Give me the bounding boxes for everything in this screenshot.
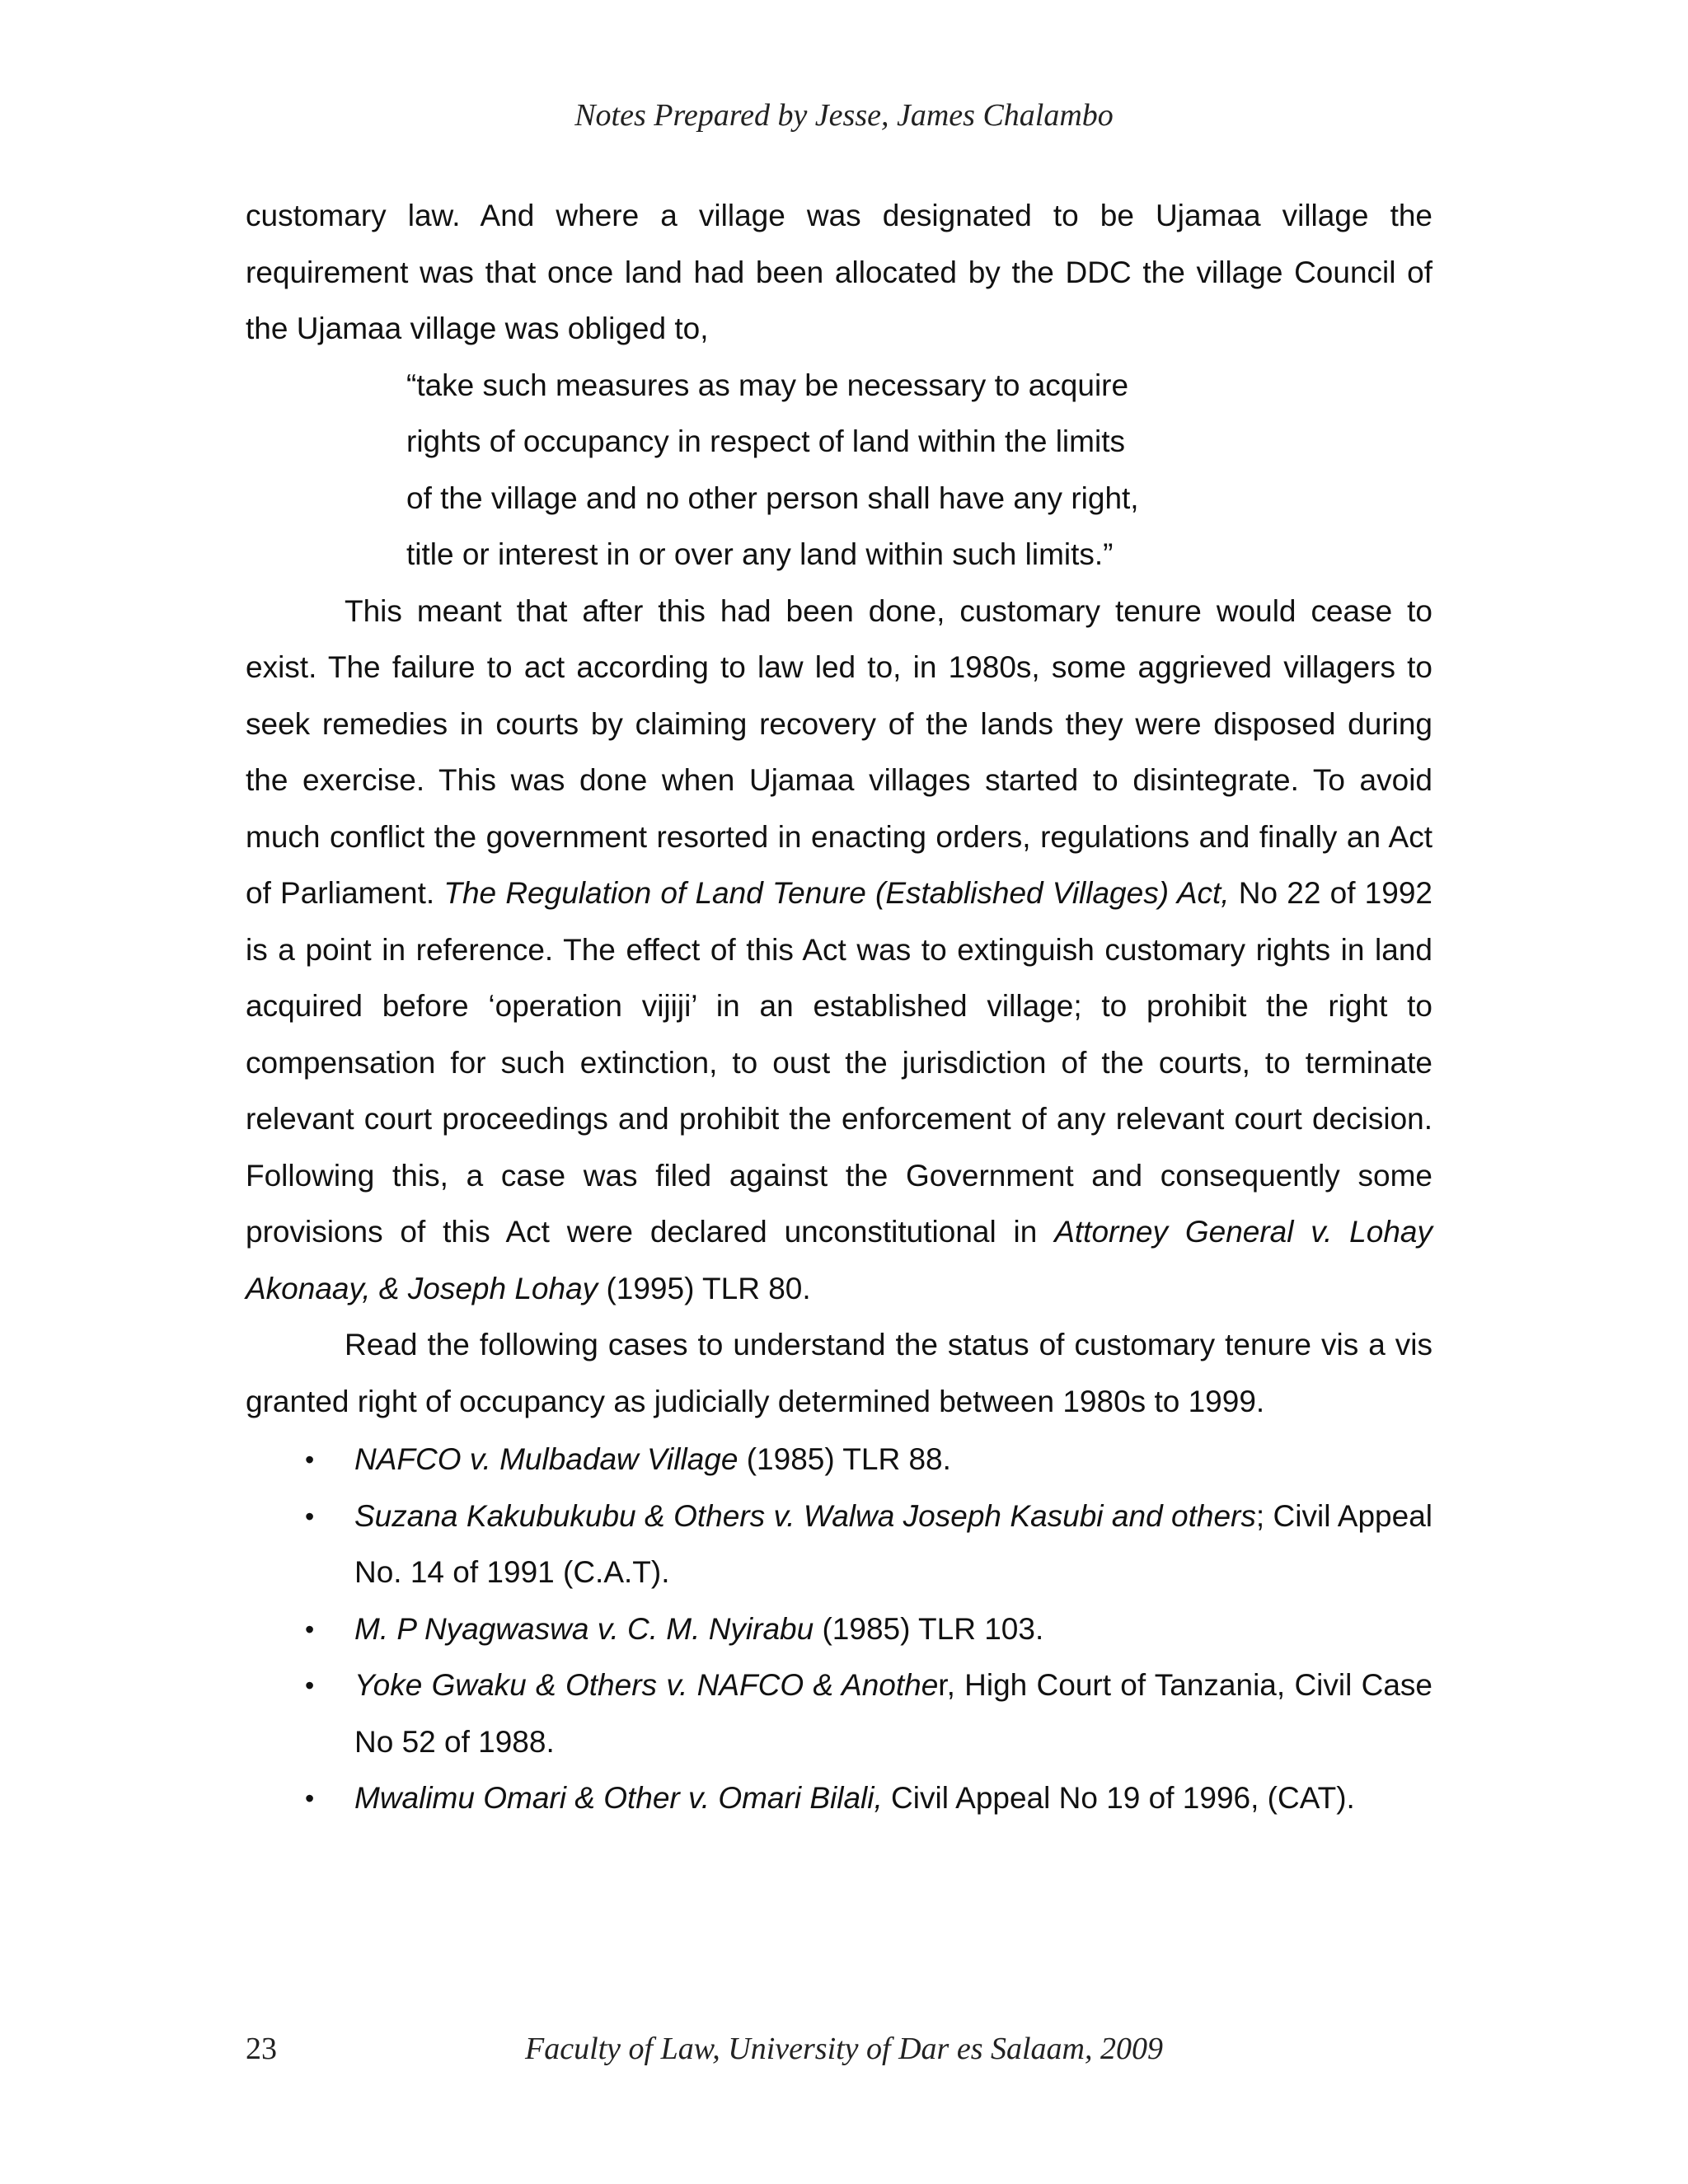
page-number: 23 bbox=[246, 2032, 277, 2066]
list-item bbox=[246, 1770, 1432, 1827]
list-item bbox=[246, 1488, 1432, 1601]
list-item bbox=[246, 1657, 1432, 1770]
case-citation: ; Civil Appeal No. 14 of 1991 (C.A.T). bbox=[354, 1498, 1432, 1589]
paragraph-customary-law: customary law. And where a village was designated to be Ujamaa village the requirement was that once land had been allocated by the DDC the village Council of the Ujamaa village was obliged to, bbox=[246, 199, 1432, 345]
case-name: NAFCO v. Mulbadaw Village bbox=[354, 1442, 738, 1476]
paragraph-read-cases: Read the following cases to understand the status of customary tenure vis a vis granted right of occupancy as judicially determined between 1980s to 1999. bbox=[246, 1328, 1432, 1418]
quote-line: of the village and no other person shall have any right, bbox=[406, 480, 1139, 515]
document-body bbox=[246, 188, 1432, 1827]
bullet-icon: • bbox=[305, 1614, 315, 1644]
list-item bbox=[246, 1432, 1432, 1488]
list-item bbox=[246, 1601, 1432, 1658]
bullet-icon: • bbox=[305, 1671, 315, 1700]
footer-text: Faculty of Law, University of Dar es Salaam, 2009 bbox=[524, 2032, 1163, 2066]
bullet-icon: • bbox=[305, 1783, 315, 1813]
paragraph-customary-tenure bbox=[246, 583, 1432, 1318]
case-name: Suzana Kakubukubu & Others v. Walwa Joseph Kasubi and others bbox=[354, 1498, 1256, 1533]
paragraph-text: No 22 of 1992 is a point in reference. The effect of this Act was to extinguish customary rights in land acquired before ‘operation vijiji’ in an established village; to prohibit the right to compensation for such extinction, to oust the jurisdiction of the courts, to terminate relevant court proceedings and prohibit the enforcement of any relevant court decision. Following this, a case was filed against the Government and consequently some provisions of this Act were declared unconstitutional in bbox=[246, 876, 1432, 1249]
page-header: Notes Prepared by Jesse, James Chalambo bbox=[574, 98, 1114, 133]
case-list bbox=[246, 1432, 1432, 1827]
act-title: The Regulation of Land Tenure (Established Villages) Act, bbox=[443, 876, 1230, 910]
case-citation: Civil Appeal No 19 of 1996, (CAT). bbox=[882, 1781, 1355, 1815]
case-citation: r, High Court of Tanzania, Civil Case No 52 of 1988. bbox=[354, 1668, 1432, 1759]
quote-line: “take such measures as may be necessary to acquire bbox=[406, 368, 1129, 402]
case-citation: (1995) TLR 80. bbox=[598, 1271, 811, 1305]
case-name: Attorney General v. Lohay Akonaay, & Joseph Lohay bbox=[246, 1215, 1432, 1305]
case-name: M. P Nyagwaswa v. C. M. Nyirabu bbox=[354, 1611, 814, 1646]
block-quote bbox=[406, 358, 1231, 583]
bullet-icon: • bbox=[305, 1445, 315, 1474]
case-citation: (1985) TLR 88. bbox=[738, 1442, 951, 1476]
case-name: Yoke Gwaku & Others v. NAFCO & Anothe bbox=[354, 1668, 939, 1702]
quote-line: rights of occupancy in respect of land within the limits bbox=[406, 424, 1125, 458]
bullet-icon: • bbox=[305, 1501, 315, 1531]
case-name: Mwalimu Omari & Other v. Omari Bilali, bbox=[354, 1781, 883, 1815]
paragraph-text: This meant that after this had been done, customary tenure would cease to exist. The failure to act according to law led to, in 1980s, some aggrieved villagers to seek remedies in courts by claiming recovery of the lands they were disposed during the exercise. This was done when Ujamaa villages started to disintegrate. To avoid much conflict the government resorted in enacting orders, regulations and finally an Act of Parliament. bbox=[246, 593, 1432, 910]
quote-line: title or interest in or over any land within such limits.” bbox=[406, 537, 1114, 571]
case-citation: (1985) TLR 103. bbox=[814, 1611, 1044, 1646]
